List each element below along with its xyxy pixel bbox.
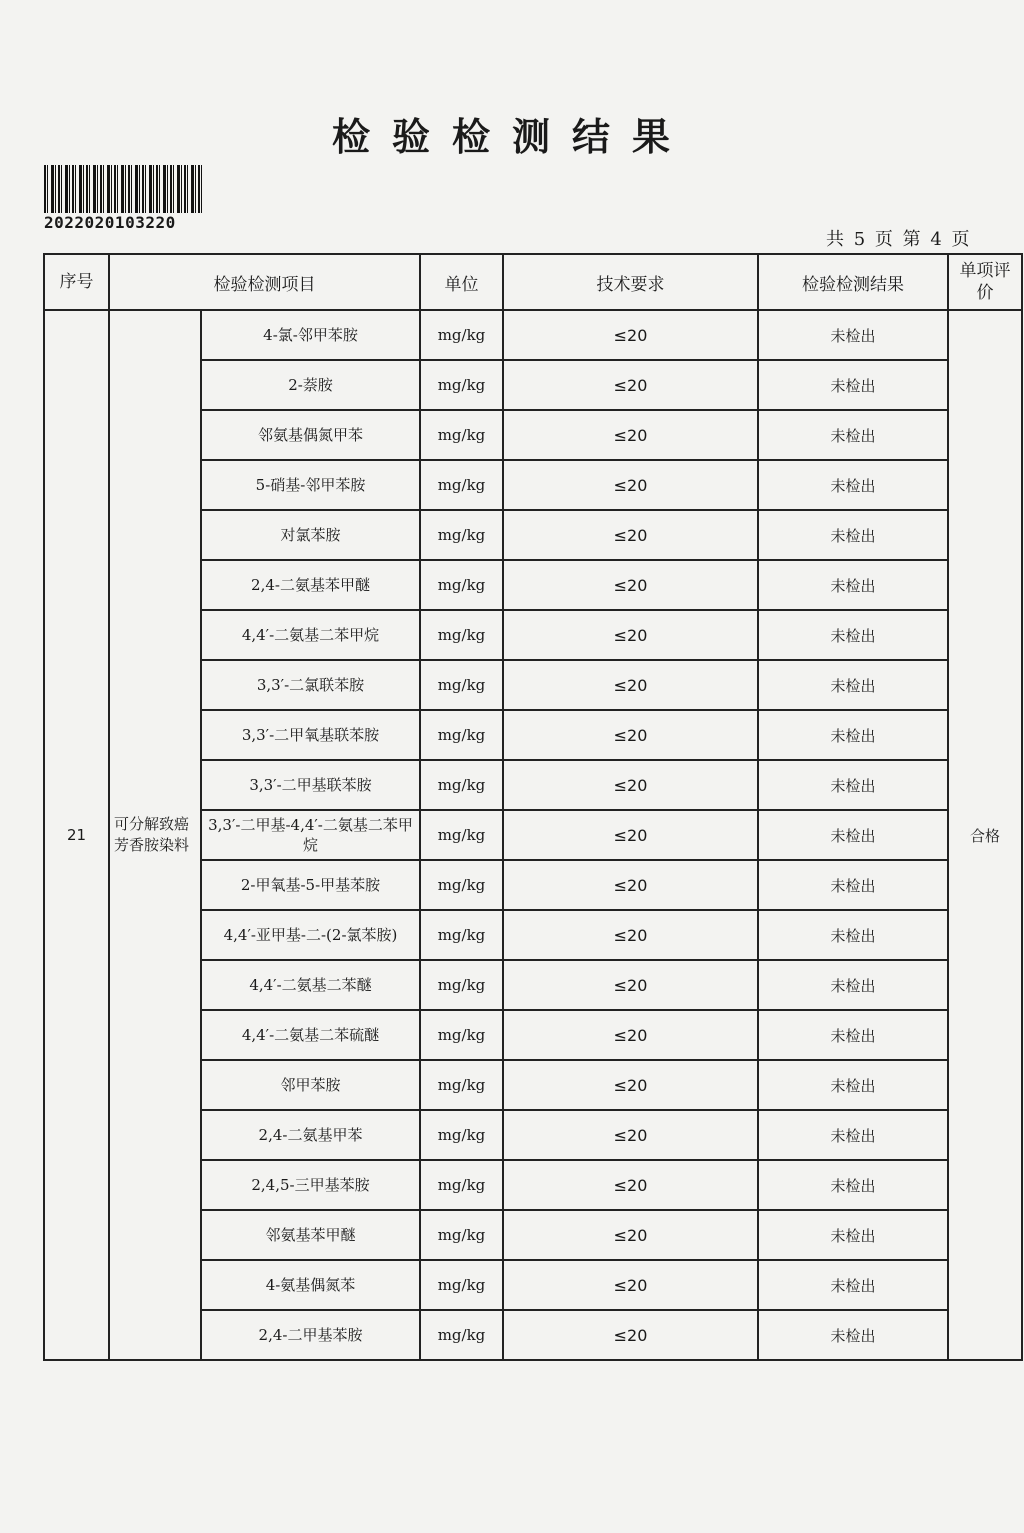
header-unit: 单位 [420,254,503,310]
cell-req: ≤20 [503,460,758,510]
cell-unit: mg/kg [420,710,503,760]
cell-result: 未检出 [758,1310,948,1360]
cell-result: 未检出 [758,510,948,560]
cell-result: 未检出 [758,1110,948,1160]
header-item: 检验检测项目 [109,254,420,310]
cell-result: 未检出 [758,1160,948,1210]
cell-item: 4-氨基偶氮苯 [201,1260,420,1310]
cell-req: ≤20 [503,1160,758,1210]
barcode-icon [44,165,202,213]
cell-req: ≤20 [503,410,758,460]
cell-result: 未检出 [758,460,948,510]
cell-item: 2,4-二甲基苯胺 [201,1310,420,1360]
cell-item: 4,4′-二氨基二苯醚 [201,960,420,1010]
cell-unit: mg/kg [420,1210,503,1260]
cell-item: 3,3′-二甲基联苯胺 [201,760,420,810]
cell-item: 对氯苯胺 [201,510,420,560]
cell-result: 未检出 [758,660,948,710]
cell-unit: mg/kg [420,860,503,910]
cell-item: 邻氨基偶氮甲苯 [201,410,420,460]
cell-item: 5-硝基-邻甲苯胺 [201,460,420,510]
cell-unit: mg/kg [420,310,503,360]
table-row [44,310,1022,360]
header-seq: 序号 [44,254,109,310]
cell-item: 4,4′-二氨基二苯硫醚 [201,1010,420,1060]
header-evaluation: 单项评价 [948,254,1022,310]
cell-unit: mg/kg [420,560,503,610]
cell-req: ≤20 [503,660,758,710]
results-table [43,253,1023,1361]
cell-unit: mg/kg [420,810,503,860]
cell-item: 3,3′-二氯联苯胺 [201,660,420,710]
cell-result: 未检出 [758,810,948,860]
cell-item: 2,4-二氨基甲苯 [201,1110,420,1160]
cell-unit: mg/kg [420,360,503,410]
page-count: 共 5 页 第 4 页 [826,229,972,250]
cell-result: 未检出 [758,410,948,460]
cell-unit: mg/kg [420,410,503,460]
cell-req: ≤20 [503,1110,758,1160]
cell-req: ≤20 [503,560,758,610]
cell-item: 4-氯-邻甲苯胺 [201,310,420,360]
cell-result: 未检出 [758,610,948,660]
cell-result: 未检出 [758,360,948,410]
cell-item: 3,3′-二甲氧基联苯胺 [201,710,420,760]
cell-item: 邻氨基苯甲醚 [201,1210,420,1260]
cell-result: 未检出 [758,560,948,610]
cell-unit: mg/kg [420,1010,503,1060]
cell-req: ≤20 [503,1060,758,1110]
cell-result: 未检出 [758,860,948,910]
cell-unit: mg/kg [420,1110,503,1160]
cell-req: ≤20 [503,310,758,360]
cell-req: ≤20 [503,610,758,660]
cell-result: 未检出 [758,310,948,360]
cell-unit: mg/kg [420,760,503,810]
cell-req: ≤20 [503,1310,758,1360]
cell-unit: mg/kg [420,660,503,710]
cell-item: 4,4′-亚甲基-二-(2-氯苯胺) [201,910,420,960]
table-body [44,310,1022,1360]
cell-req: ≤20 [503,960,758,1010]
cell-unit: mg/kg [420,610,503,660]
cell-item: 邻甲苯胺 [201,1060,420,1110]
cell-result: 未检出 [758,910,948,960]
cell-item: 2-萘胺 [201,360,420,410]
header-requirement: 技术要求 [503,254,758,310]
cell-category: 可分解致癌芳香胺染料 [109,310,201,1360]
page-title: 检验检测结果 [331,115,692,159]
cell-unit: mg/kg [420,1260,503,1310]
cell-unit: mg/kg [420,1160,503,1210]
cell-req: ≤20 [503,510,758,560]
cell-req: ≤20 [503,1260,758,1310]
cell-seq: 21 [44,310,109,1360]
cell-result: 未检出 [758,1210,948,1260]
cell-evaluation: 合格 [948,310,1022,1360]
cell-unit: mg/kg [420,960,503,1010]
cell-req: ≤20 [503,1010,758,1060]
cell-req: ≤20 [503,860,758,910]
cell-item: 2,4,5-三甲基苯胺 [201,1160,420,1210]
cell-req: ≤20 [503,1210,758,1260]
cell-result: 未检出 [758,710,948,760]
cell-item: 3,3′-二甲基-4,4′-二氨基二苯甲烷 [201,810,420,860]
cell-unit: mg/kg [420,1310,503,1360]
cell-unit: mg/kg [420,1060,503,1110]
cell-item: 4,4′-二氨基二苯甲烷 [201,610,420,660]
cell-unit: mg/kg [420,910,503,960]
cell-req: ≤20 [503,910,758,960]
cell-item: 2,4-二氨基苯甲醚 [201,560,420,610]
cell-item: 2-甲氧基-5-甲基苯胺 [201,860,420,910]
barcode-number: 2022020103220 [44,213,176,232]
cell-result: 未检出 [758,960,948,1010]
cell-result: 未检出 [758,1260,948,1310]
header-result: 检验检测结果 [758,254,948,310]
table-header-row [44,254,1022,310]
cell-req: ≤20 [503,360,758,410]
cell-unit: mg/kg [420,460,503,510]
cell-result: 未检出 [758,760,948,810]
cell-req: ≤20 [503,760,758,810]
cell-result: 未检出 [758,1060,948,1110]
cell-unit: mg/kg [420,510,503,560]
cell-result: 未检出 [758,1010,948,1060]
cell-req: ≤20 [503,810,758,860]
cell-req: ≤20 [503,710,758,760]
